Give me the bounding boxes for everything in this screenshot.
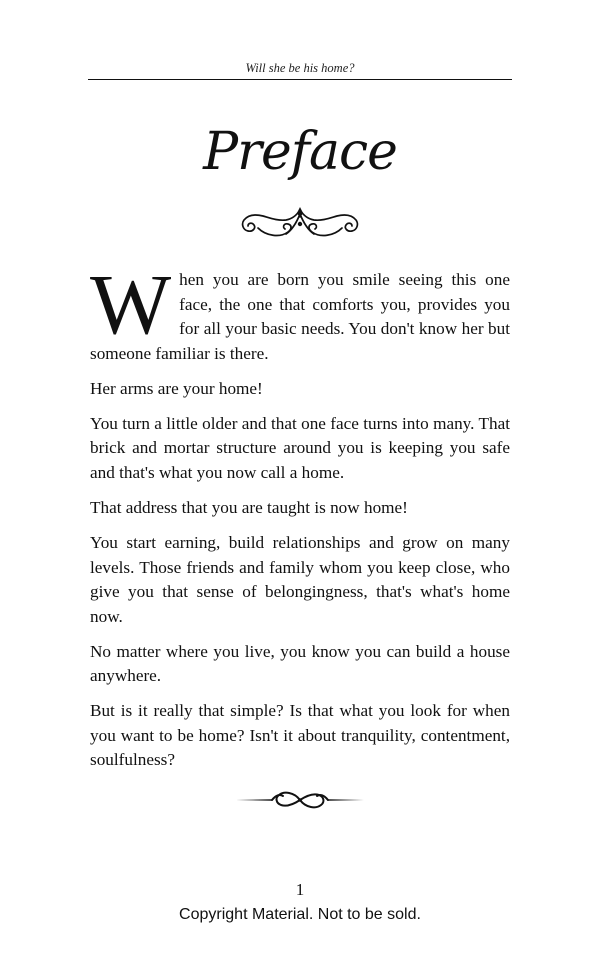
paragraph-3: You turn a little older and that one face turns into many. That brick and mortar structure around you is keeping you safe and that's what you now call a home. [90,413,510,482]
page-number: 1 [295,880,305,899]
paragraph-5: You start earning, build relationships and grow on many levels. Those friends and family whom you keep close, who give you that sense of belongingness, that's what's home now. [90,532,510,626]
copyright-notice: Copyright Material. Not to be sold. [179,906,421,923]
infinity-divider-ornament [232,786,368,814]
chapter-title: Preface [203,122,397,182]
preface-body [90,256,510,783]
scroll-flourish-ornament [236,206,364,242]
paragraph-7: But is it really that simple? Is that what you look for when you want to be home? Isn't it about tranquility, contentment, soulfulness? [90,701,510,770]
running-header: Will she be his home? [245,61,355,75]
paragraph-6: No matter where you live, you know you can build a house anywhere. [90,641,510,686]
header-rule [88,79,512,80]
paragraph-1 [90,256,510,366]
paragraph-1-text: hen you are born you smile seeing this one face, the one that comforts you, provides you for all your basic needs. You don't know her but someone familiar is there. [90,270,510,363]
paragraph-2: Her arms are your home! [90,378,263,398]
paragraph-4: That address that you are taught is now home! [90,497,408,517]
drop-cap: W [90,256,172,352]
